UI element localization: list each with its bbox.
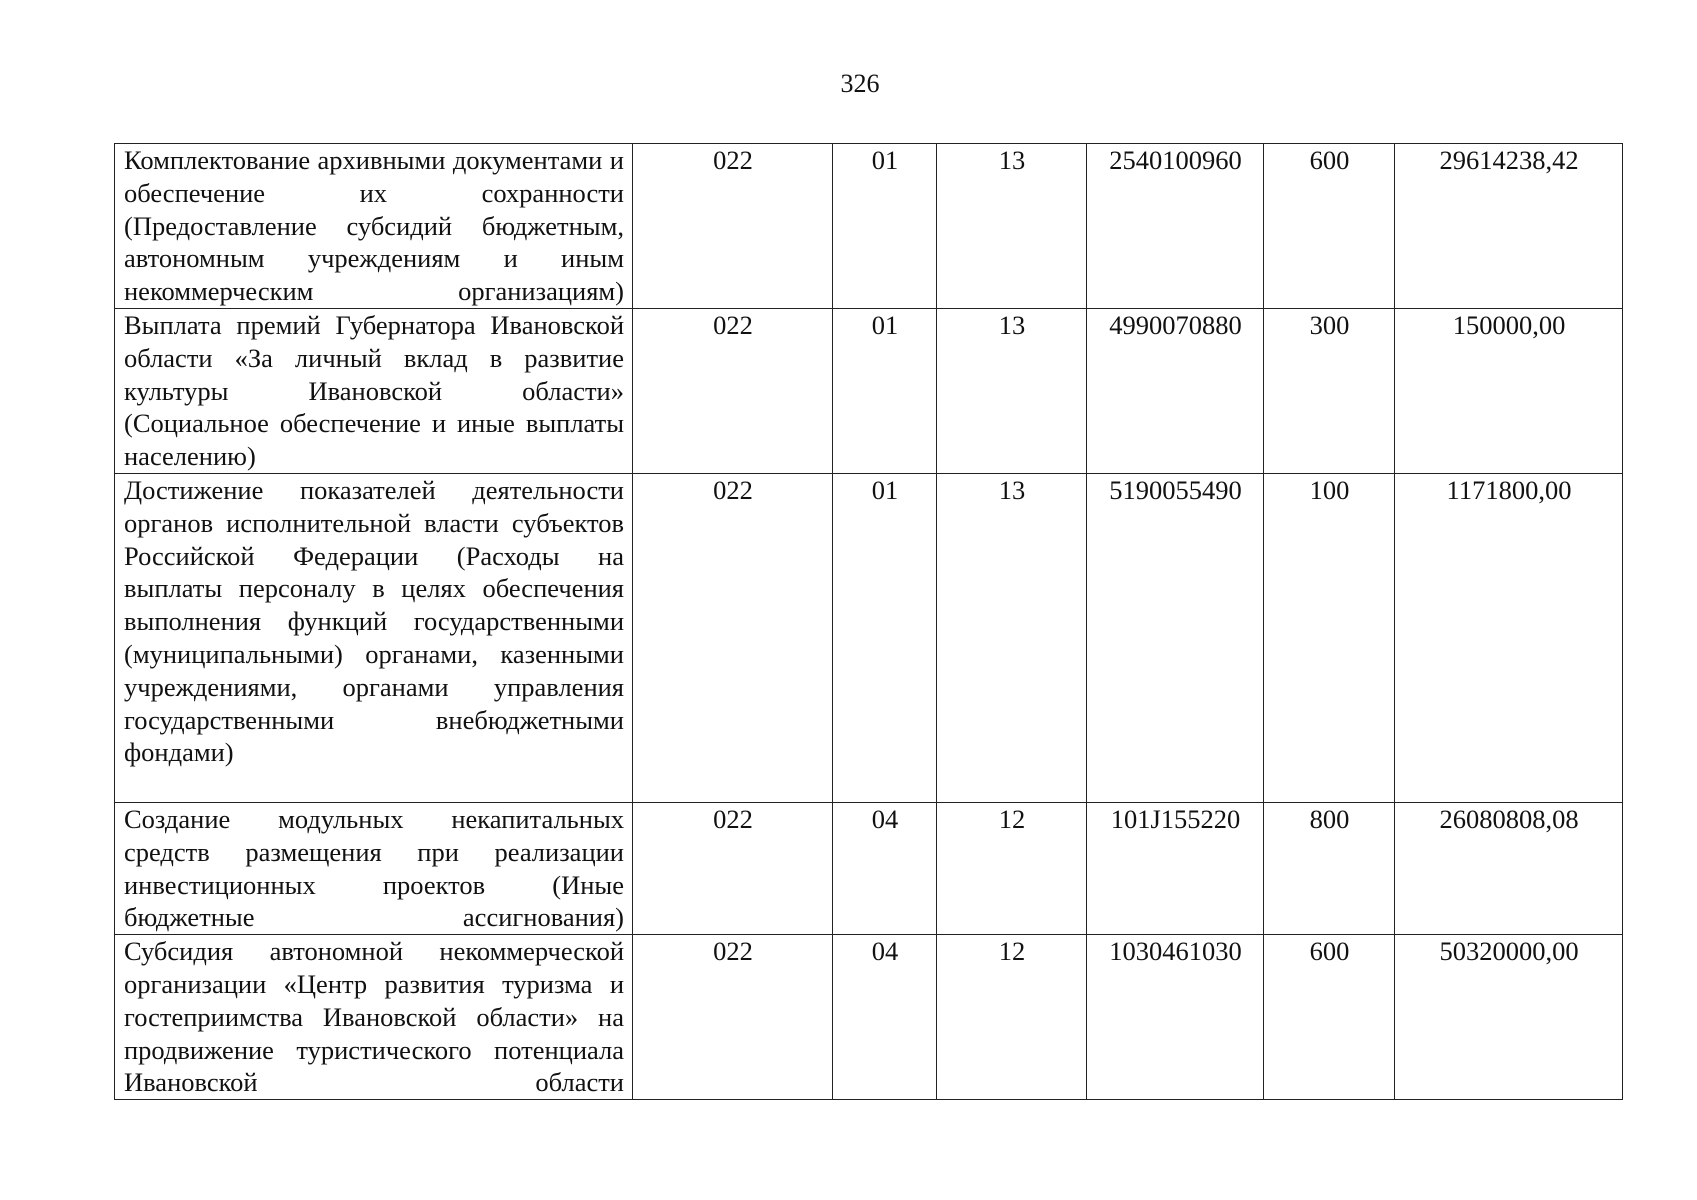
row-grbs-code: 022 [633,474,833,803]
row-amount: 1171800,00 [1395,474,1623,803]
row-amount: 150000,00 [1395,309,1623,474]
row-subsection-code: 13 [937,309,1087,474]
row-section-code: 01 [833,144,937,309]
row-target-article: 1030461030 [1087,935,1264,1100]
row-subsection-code: 12 [937,803,1087,935]
row-subsection-code: 13 [937,474,1087,803]
row-expense-type: 100 [1264,474,1395,803]
row-expense-type: 800 [1264,803,1395,935]
table-row [115,144,1623,309]
row-grbs-code: 022 [633,309,833,474]
row-description: Достижение показателей деятельности органов исполнительной власти субъектов Российской Федерации (Расходы на выплаты персоналу в целях обеспечения выполнения функций государственными (муниципальными) органами, казенными учреждениями, органами управления государственными внебюджетными фондами) [115,474,633,803]
row-grbs-code: 022 [633,803,833,935]
row-amount: 50320000,00 [1395,935,1623,1100]
row-amount: 26080808,08 [1395,803,1623,935]
row-amount: 29614238,42 [1395,144,1623,309]
row-description: Субсидия автономной некоммерческой организации «Центр развития туризма и гостеприимства Ивановской области» на продвижение туристического потенциала Ивановской области [115,935,633,1100]
row-section-code: 04 [833,803,937,935]
page-number: 326 [840,69,880,98]
table-row [115,803,1623,935]
row-subsection-code: 13 [937,144,1087,309]
row-grbs-code: 022 [633,144,833,309]
row-description: Создание модульных некапитальных средств размещения при реализации инвестиционных проектов (Иные бюджетные ассигнования) [115,803,633,935]
row-target-article: 4990070880 [1087,309,1264,474]
row-section-code: 01 [833,474,937,803]
row-expense-type: 600 [1264,144,1395,309]
row-expense-type: 300 [1264,309,1395,474]
table-row [115,935,1623,1100]
row-subsection-code: 12 [937,935,1087,1100]
row-grbs-code: 022 [633,935,833,1100]
row-expense-type: 600 [1264,935,1395,1100]
row-target-article: 101J155220 [1087,803,1264,935]
row-section-code: 04 [833,935,937,1100]
row-description: Комплектование архивными документами и обеспечение их сохранности (Предоставление субсидий бюджетным, автономным учреждениям и иным некоммерческим организациям) [115,144,633,309]
row-description: Выплата премий Губернатора Ивановской области «За личный вклад в развитие культуры Ивановской области» (Социальное обеспечение и иные выплаты населению) [115,309,633,474]
row-target-article: 2540100960 [1087,144,1264,309]
row-section-code: 01 [833,309,937,474]
row-target-article: 5190055490 [1087,474,1264,803]
table-row [115,474,1623,803]
table-row [115,309,1623,474]
budget-table [114,143,1623,1100]
